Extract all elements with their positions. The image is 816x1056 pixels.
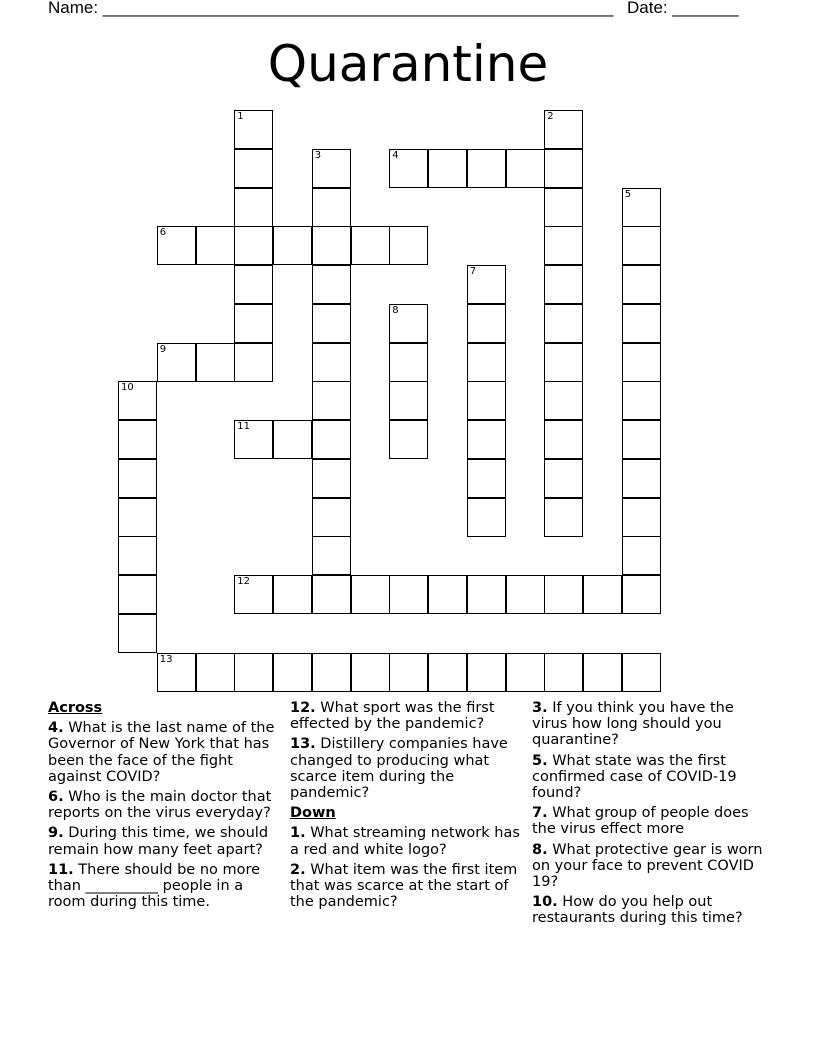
crossword-cell[interactable] — [234, 110, 273, 149]
name-line: Name: ______________________________________________________ — [48, 0, 614, 17]
clue-number: 12. — [290, 700, 316, 716]
clue-down-3 — [532, 700, 764, 749]
crossword-cell[interactable] — [467, 265, 506, 304]
crossword-cell[interactable] — [467, 149, 506, 188]
crossword-cell[interactable] — [467, 459, 506, 498]
crossword-cell[interactable] — [312, 149, 351, 188]
crossword-cell[interactable] — [312, 536, 351, 575]
cell-number: 8 — [392, 304, 399, 316]
clue-down-2 — [290, 862, 522, 911]
clue-number: 5. — [532, 752, 548, 769]
clue-across-13 — [290, 736, 522, 801]
clues-column-3 — [532, 700, 764, 931]
crossword-cell[interactable] — [234, 575, 273, 614]
crossword-cell[interactable] — [544, 188, 583, 227]
cell-number: 4 — [392, 149, 399, 161]
crossword-cell[interactable] — [622, 653, 661, 692]
crossword-cell[interactable] — [312, 459, 351, 498]
crossword-cell[interactable] — [428, 653, 467, 692]
clue-text: What is the last name of the Governor of New York that has been the face of the fight against COVID? — [48, 720, 275, 785]
clue-number: 7. — [532, 805, 548, 822]
clue-text: How do you help out restaurants during this time? — [532, 894, 743, 927]
crossword-cell[interactable] — [622, 226, 661, 265]
crossword-cell[interactable] — [389, 653, 428, 692]
crossword-cell[interactable] — [312, 265, 351, 304]
crossword-cell[interactable] — [389, 149, 428, 188]
crossword-cell[interactable] — [544, 343, 583, 382]
clue-text: During this time, we should remain how many feet apart? — [48, 825, 269, 858]
crossword-cell[interactable] — [312, 381, 351, 420]
crossword-cell[interactable] — [544, 110, 583, 149]
crossword-cell[interactable] — [544, 304, 583, 343]
crossword-cell[interactable] — [544, 265, 583, 304]
clues-column-1 — [48, 700, 280, 914]
clues-column-2 — [290, 700, 522, 914]
crossword-cell[interactable] — [312, 343, 351, 382]
clue-text: What item was the first item that was scarce at the start of the pandemic? — [290, 861, 518, 911]
clue-number: 13. — [290, 736, 316, 753]
clue-number: 3. — [532, 700, 548, 716]
crossword-cell[interactable] — [622, 304, 661, 343]
crossword-cell[interactable] — [622, 265, 661, 304]
crossword-cell[interactable] — [544, 575, 583, 614]
clue-across-4 — [48, 720, 280, 785]
crossword-cell[interactable] — [622, 343, 661, 382]
clue-across-11 — [48, 862, 280, 911]
crossword-cell[interactable] — [118, 536, 157, 575]
crossword-cell[interactable] — [234, 653, 273, 692]
cell-number: 3 — [314, 149, 322, 161]
crossword-cell[interactable] — [312, 420, 351, 459]
clue-text: What protective gear is worn on your face to prevent COVID 19? — [532, 841, 763, 891]
crossword-cell[interactable] — [157, 226, 196, 265]
crossword-cell[interactable] — [506, 575, 545, 614]
crossword-cell[interactable] — [157, 343, 196, 382]
crossword-cell[interactable] — [583, 653, 622, 692]
crossword-cell[interactable] — [312, 188, 351, 227]
crossword-cell[interactable] — [273, 226, 312, 265]
cell-number: 10 — [121, 382, 134, 394]
crossword-cell[interactable] — [467, 498, 506, 537]
crossword-cell[interactable] — [351, 575, 390, 614]
clue-text: What streaming network has a red and white logo? — [290, 825, 520, 858]
clue-number: 9. — [48, 825, 64, 842]
crossword-cell[interactable] — [234, 149, 273, 188]
crossword-cell[interactable] — [467, 381, 506, 420]
crossword-cell[interactable] — [273, 575, 312, 614]
crossword-cell[interactable] — [234, 226, 273, 265]
cell-number: 2 — [547, 111, 554, 122]
crossword-cell[interactable] — [312, 226, 351, 265]
crossword-cell[interactable] — [118, 459, 157, 498]
crossword-cell[interactable] — [196, 343, 235, 382]
crossword-cell[interactable] — [544, 420, 583, 459]
clue-text: Distillery companies have changed to producing what scarce item during the pandemic? — [290, 736, 508, 802]
cell-number: 12 — [237, 576, 250, 587]
crossword-cell[interactable] — [312, 304, 351, 343]
puzzle-title: Quarantine — [267, 35, 549, 93]
crossword-cell[interactable] — [506, 149, 545, 188]
clue-number: 4. — [48, 720, 64, 737]
crossword-cell[interactable] — [234, 188, 273, 227]
crossword-cell[interactable] — [544, 498, 583, 537]
crossword-cell[interactable] — [196, 226, 235, 265]
clue-text: There should be no more than __________ people in a room during this time. — [48, 861, 261, 911]
clue-text: What state was the first confirmed case of COVID-19 found? — [532, 752, 737, 802]
clue-down-7 — [532, 805, 764, 837]
crossword-cell[interactable] — [389, 304, 428, 343]
crossword-cell[interactable] — [467, 343, 506, 382]
crossword-cell[interactable] — [428, 575, 467, 614]
across-heading: Across — [48, 700, 103, 716]
clue-number: 2. — [290, 861, 306, 878]
crossword-cell[interactable] — [389, 575, 428, 614]
crossword-cell[interactable] — [312, 575, 351, 614]
crossword-cell[interactable] — [389, 226, 428, 265]
crossword-cell[interactable] — [351, 226, 390, 265]
crossword-cell[interactable] — [622, 459, 661, 498]
clue-text: If you think you have the virus how long should you quarantine? — [532, 700, 734, 749]
clue-across-6 — [48, 789, 280, 821]
clue-down-8 — [532, 842, 764, 891]
crossword-cell[interactable] — [428, 149, 467, 188]
crossword-cell[interactable] — [118, 498, 157, 537]
cell-number: 1 — [237, 111, 244, 122]
crossword-cell[interactable] — [544, 653, 583, 692]
crossword-cell[interactable] — [312, 498, 351, 537]
crossword-cell[interactable] — [118, 575, 157, 614]
clue-number: 8. — [532, 841, 548, 858]
crossword-cell[interactable] — [234, 420, 273, 459]
clue-number: 11. — [48, 861, 74, 878]
crossword-cell[interactable] — [234, 343, 273, 382]
crossword-cell[interactable] — [622, 420, 661, 459]
crossword-cell[interactable] — [196, 653, 235, 692]
crossword-cell[interactable] — [506, 653, 545, 692]
crossword-cell[interactable] — [234, 265, 273, 304]
clue-down-10 — [532, 894, 764, 926]
crossword-cell[interactable] — [234, 304, 273, 343]
crossword-cell[interactable] — [544, 226, 583, 265]
crossword-cell[interactable] — [389, 420, 428, 459]
crossword-cell[interactable] — [544, 149, 583, 188]
date-line: Date: _______ — [627, 0, 739, 17]
clue-down-5 — [532, 753, 764, 802]
clue-across-9 — [48, 825, 280, 857]
crossword-cell[interactable] — [467, 575, 506, 614]
cell-number: 6 — [159, 227, 167, 239]
crossword-cell[interactable] — [467, 420, 506, 459]
crossword-cell[interactable] — [467, 304, 506, 343]
crossword-cell[interactable] — [351, 653, 390, 692]
crossword-cell[interactable] — [273, 653, 312, 692]
crossword-cell[interactable] — [273, 420, 312, 459]
crossword-cell[interactable] — [118, 614, 157, 653]
crossword-cell[interactable] — [544, 381, 583, 420]
crossword-cell[interactable] — [622, 381, 661, 420]
clue-text: Who is the main doctor that reports on the virus everyday? — [48, 789, 272, 822]
clue-text: What group of people does the virus effect more — [532, 805, 749, 838]
clue-down-1 — [290, 825, 522, 857]
crossword-cell[interactable] — [622, 498, 661, 537]
cell-number: 5 — [624, 188, 632, 200]
cell-number: 11 — [237, 421, 250, 432]
down-heading: Down — [290, 805, 336, 822]
crossword-cell[interactable] — [622, 575, 661, 614]
clue-number: 1. — [290, 825, 306, 842]
clue-across-12 — [290, 700, 522, 732]
crossword-cell[interactable] — [583, 575, 622, 614]
crossword-cell[interactable] — [157, 653, 196, 692]
crossword-cell[interactable] — [467, 653, 506, 692]
crossword-cell[interactable] — [312, 653, 351, 692]
crossword-cell[interactable] — [544, 459, 583, 498]
clue-number: 6. — [48, 789, 64, 806]
crossword-cell[interactable] — [389, 343, 428, 382]
crossword-cell[interactable] — [622, 536, 661, 575]
cell-number: 7 — [469, 266, 477, 277]
cell-number: 13 — [159, 653, 173, 665]
crossword-cell[interactable] — [622, 188, 661, 227]
crossword-cell[interactable] — [118, 381, 157, 420]
clue-text: What sport was the first effected by the pandemic? — [290, 700, 495, 733]
crossword-cell[interactable] — [389, 381, 428, 420]
crossword-cell[interactable] — [118, 420, 157, 459]
clue-number: 10. — [532, 894, 558, 911]
cell-number: 9 — [159, 343, 167, 355]
